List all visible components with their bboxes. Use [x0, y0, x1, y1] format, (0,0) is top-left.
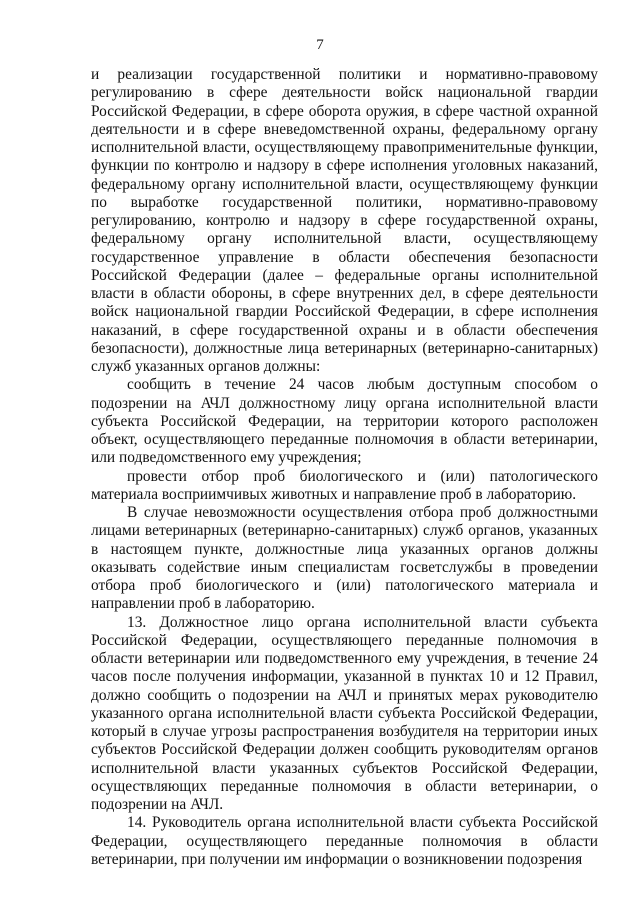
paragraph-sampling: провести отбор проб биологического и (или) патологического материала восприимчивых животных и направление проб в лабораторию. [91, 467, 598, 503]
page-number: 7 [316, 37, 324, 53]
paragraph-continuation: и реализации государственной политики и нормативно-правовому регулированию в сфере деятельности войск национальной гвардии Российской Федерации, в сфере оборота оружия, в сфере частной охранной деятельности и в сфере вневедомственной охраны, федеральному органу исполнительной власти, осуществляющему правоприменительные функции, функции по контролю и надзору в сфере исполнения уголовных наказаний, федеральному органу исполнительной власти, осуществляющему функции по выработке государственной политики, нормативно-правовому регулированию, контролю и надзору в сфере государственной охраны, федеральному органу исполнительной власти, осуществляющему государственное управление в области обеспечения безопасности Российской Федерации (далее – федеральные органы исполнительной власти в области обороны, в сфере внутренних дел, в сфере деятельности войск национальной гвардии Российской Федерации, в сфере исполнения наказаний, в сфере государственной охраны и в области обеспечения безопасности), должностные лица ветеринарных (ветеринарно-санитарных) служб указанных органов должны: [91, 66, 598, 375]
paragraph-report-within-24-hours: сообщить в течение 24 часов любым доступным способом о подозрении на АЧЛ должностному лицу органа исполнительной власти субъекта Российской Федерации, на территории которого расположен объект, осуществляющего переданные полномочия в области ветеринарии, или подведомственного ему учреждения; [91, 376, 598, 467]
paragraph-item-13: 13. Должностное лицо органа исполнительной власти субъекта Российской Федерации, осуществляющего переданные полномочия в области ветеринарии или подведомственного ему учреждения, в течение 24 часов после получения информации, указанной в пунктах 10 и 12 Правил, должно сообщить о подозрении на АЧЛ и принятых мерах руководителю указанного органа исполнительной власти субъекта Российской Федерации, который в случае угрозы распространения возбудителя на территории иных субъектов Российской Федерации должен сообщить руководителям органов исполнительной власти указанных субъектов Российской Федерации, осуществляющих переданные полномочия в области ветеринарии, о подозрении на АЧЛ. [91, 613, 598, 813]
paragraph-sampling-assistance: В случае невозможности осуществления отбора проб должностными лицами ветеринарных (ветеринарно-санитарных) служб органов, указанных в настоящем пункте, должностные лица указанных органов должны оказывать содействие иным специалистам госветслужбы в проведении отбора проб биологического и (или) патологического материала и направлении проб в лабораторию. [91, 504, 598, 613]
document-body [91, 66, 598, 869]
paragraph-item-14: 14. Руководитель органа исполнительной власти субъекта Российской Федерации, осуществляющего переданные полномочия в области ветеринарии, при получении им информации о возникновении подозрения [91, 814, 598, 868]
